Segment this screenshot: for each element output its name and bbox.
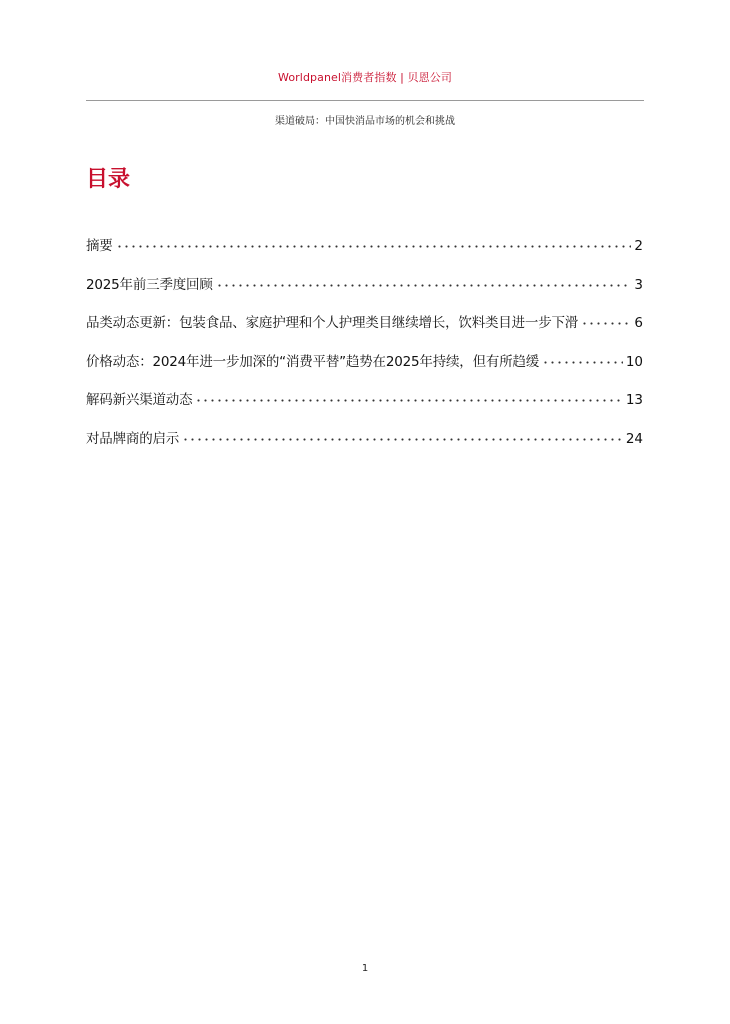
toc-dot-leader <box>116 230 632 250</box>
toc-entry-review[interactable] <box>86 269 643 293</box>
toc-entry-category[interactable] <box>86 307 643 331</box>
toc-dot-leader <box>216 269 632 289</box>
toc-entry-summary[interactable] <box>86 230 643 254</box>
toc-dot-leader <box>182 423 623 443</box>
toc-heading: 目录 <box>86 167 131 192</box>
table-of-contents <box>86 230 643 461</box>
toc-entry-channels[interactable] <box>86 384 643 408</box>
toc-entry-title: 2025年前三季度回顾 <box>86 276 213 293</box>
toc-dot-leader <box>581 307 631 327</box>
toc-entry-title: 价格动态：2024年进一步加深的“消费平替”趋势在2025年持续，但有所趋缓 <box>86 353 540 370</box>
toc-entry-title: 解码新兴渠道动态 <box>86 392 193 408</box>
page-number: 1 <box>361 963 369 974</box>
toc-entry-page: 2 <box>634 238 643 254</box>
toc-dot-leader <box>195 384 622 404</box>
toc-entry-title: 对品牌商的启示 <box>86 430 180 447</box>
header-divider <box>86 100 644 101</box>
toc-dot-leader <box>542 346 623 366</box>
toc-entry-page: 3 <box>634 276 643 293</box>
toc-entry-page: 6 <box>634 315 643 331</box>
report-title: 渠道破局：中国快消品市场的机会和挑战 <box>275 116 455 127</box>
header-brand: Worldpanel消费者指数 | 贝恩公司 <box>278 71 452 84</box>
toc-entry-page: 24 <box>625 430 643 447</box>
toc-entry-implications[interactable] <box>86 423 643 447</box>
toc-entry-price[interactable] <box>86 346 643 370</box>
toc-entry-page: 10 <box>625 353 643 370</box>
toc-entry-page: 13 <box>625 392 643 408</box>
toc-entry-title: 摘要 <box>86 238 113 254</box>
toc-entry-title: 品类动态更新：包装食品、家庭护理和个人护理类目继续增长，饮料类目进一步下滑 <box>86 315 579 331</box>
